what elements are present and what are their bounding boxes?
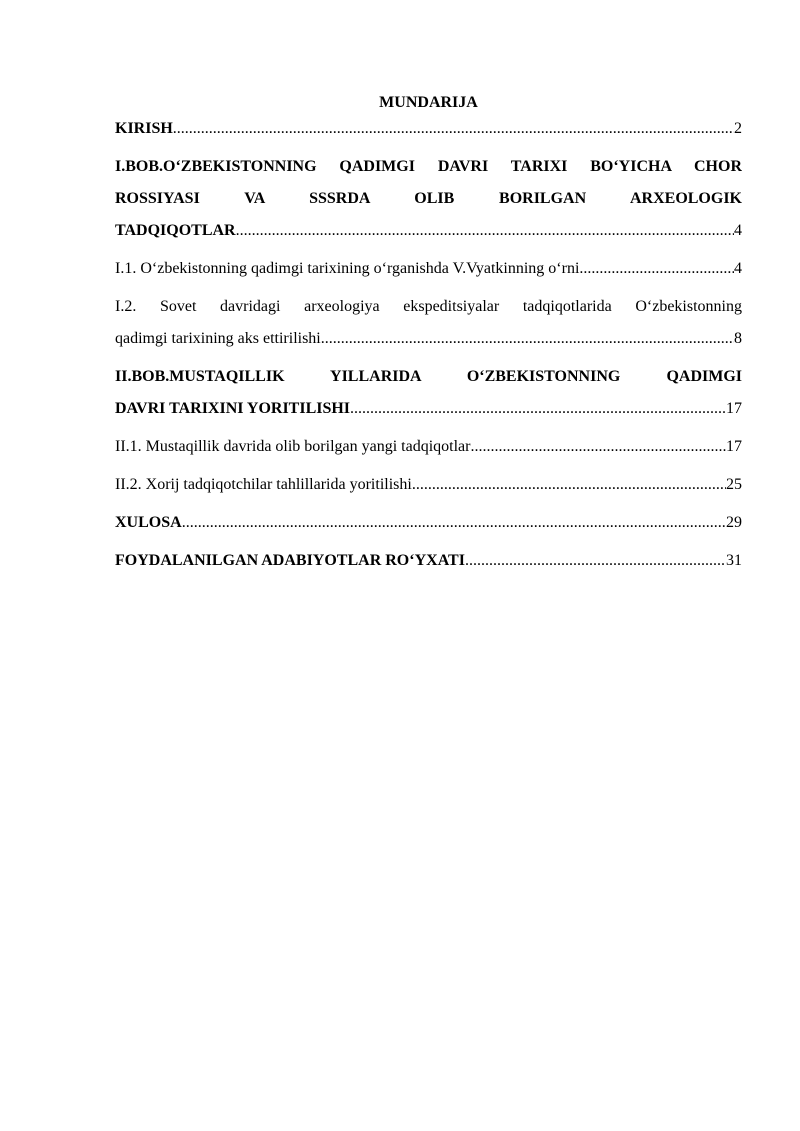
toc-entry-last-line [115,545,742,577]
dot-leader [412,469,726,501]
dot-leader [350,393,726,425]
toc-page-number: 31 [726,552,742,569]
toc-page-number: 17 [726,400,742,417]
toc-entry-title: qadimgi tarixining aks ettirilishi [115,330,321,347]
toc-entry[interactable] [115,431,742,463]
dot-leader [236,215,734,247]
dot-leader [465,545,726,577]
toc-page-number: 17 [726,438,742,455]
toc-entry-last-line [115,323,742,355]
toc-entry-title: KIRISH [115,120,173,137]
toc-entries [115,113,742,577]
toc-entry-last-line [115,215,742,247]
toc-entry[interactable] [115,469,742,501]
toc-page-number: 4 [734,260,742,277]
toc-entry-line: ROSSIYASI VA SSSRDA OLIB BORILGAN ARXEOLOGIK [115,190,742,207]
toc-page-number: 4 [734,222,742,239]
dot-leader [173,113,734,145]
toc-entry-last-line [115,253,742,285]
toc-entry-title: II.2. Xorij tadqiqotchilar tahlillarida yoritilishi [115,476,412,493]
toc-entry-title: II.1. Mustaqillik davrida olib borilgan yangi tadqiqotlar [115,438,471,455]
toc-entry[interactable] [115,291,742,355]
toc-entry[interactable] [115,361,742,425]
toc-entry-last-line [115,469,742,501]
toc-entry-last-line [115,393,742,425]
toc-page-number: 25 [726,476,742,493]
toc-title: MUNDARIJA [379,94,478,111]
toc-entry-title: TADQIQOTLAR [115,222,236,239]
toc-entry-line: II.BOB.MUSTAQILLIK YILLARIDA O‘ZBEKISTONNING QADIMGI [115,368,742,385]
toc-entry-last-line [115,431,742,463]
table-of-contents [115,92,742,583]
toc-entry-line: I.BOB.O‘ZBEKISTONNING QADIMGI DAVRI TARIXI BO‘YICHA CHOR [115,158,742,175]
toc-entry-title: I.1. O‘zbekistonning qadimgi tarixining o‘rganishda V.Vyatkinning o‘rni [115,260,580,277]
toc-entry[interactable] [115,113,742,145]
dot-leader [470,431,726,463]
dot-leader [321,323,734,355]
toc-entry-last-line [115,113,742,145]
toc-page-number: 2 [734,120,742,137]
toc-entry-title: DAVRI TARIXINI YORITILISHI [115,400,351,417]
toc-entry-last-line [115,507,742,539]
toc-entry[interactable] [115,507,742,539]
toc-entry-title: FOYDALANILGAN ADABIYOTLAR RO‘YXATI [115,552,465,569]
toc-page-number: 29 [726,514,742,531]
toc-page-number: 8 [734,330,742,347]
toc-entry[interactable] [115,253,742,285]
dot-leader [182,507,726,539]
toc-entry[interactable] [115,151,742,247]
toc-entry-title: XULOSA [115,514,182,531]
dot-leader [579,253,734,285]
toc-entry-line: I.2. Sovet davridagi arxeologiya ekspeditsiyalar tadqiqotlarida O‘zbekistonning [115,298,742,315]
toc-entry[interactable] [115,545,742,577]
